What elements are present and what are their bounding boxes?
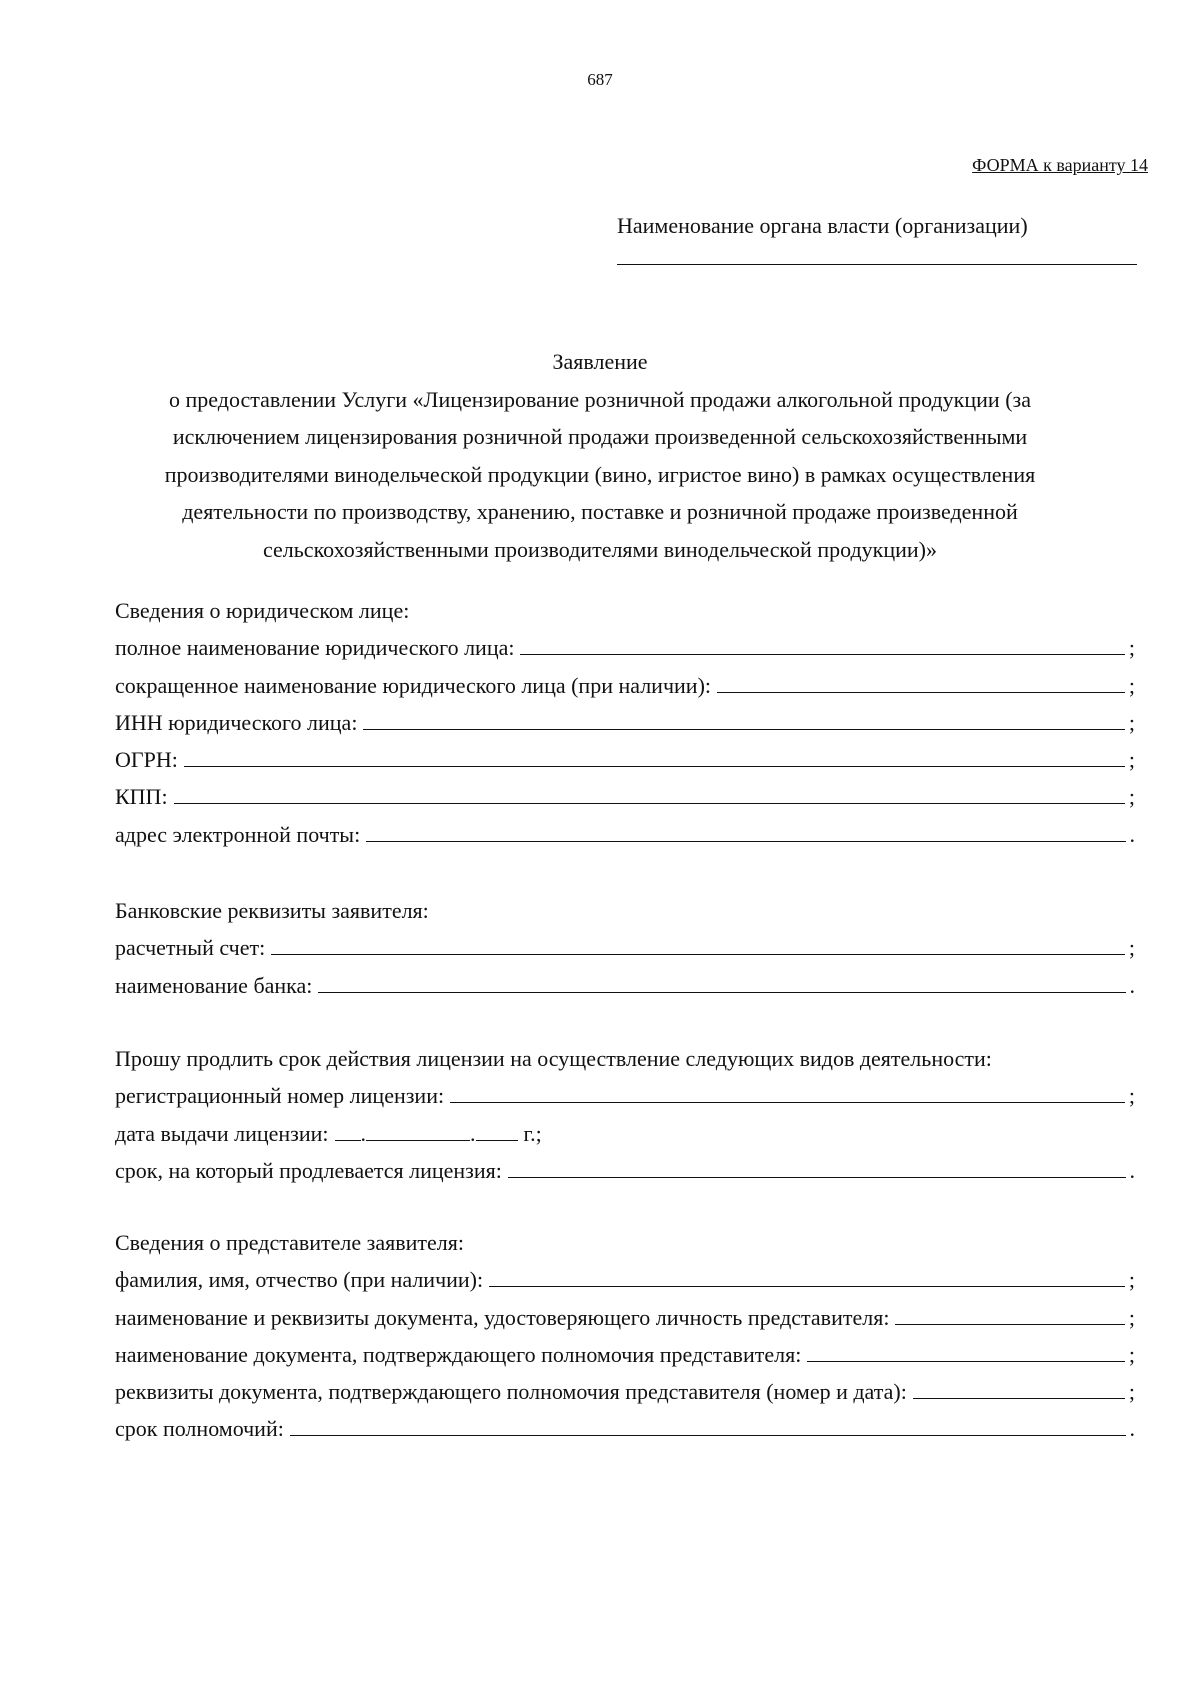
rep-authority-document-field[interactable]	[807, 1343, 1125, 1362]
form-field-row	[115, 1342, 1135, 1379]
email-field[interactable]	[366, 823, 1125, 842]
issue-day-field[interactable]	[335, 1122, 361, 1141]
field-label: срок полномочий:	[115, 1416, 284, 1442]
form-field-row	[115, 1158, 1135, 1195]
field-label: фамилия, имя, отчество (при наличии):	[115, 1267, 484, 1293]
field-label: наименование документа, подтверждающего полномочия представителя:	[115, 1341, 802, 1367]
year-suffix: г.;	[523, 1120, 542, 1146]
title-line: производителями винодельческой продукции (вино, игристое вино) в рамках осуществления	[164, 461, 1036, 487]
form-field-row	[115, 784, 1135, 821]
form-reference: ФОРМА к варианту 14	[972, 155, 1148, 175]
rep-name-field[interactable]	[489, 1268, 1125, 1287]
form-field-row	[115, 673, 1135, 710]
extension-term-field[interactable]	[508, 1159, 1126, 1178]
form-field-row	[115, 710, 1135, 747]
full-name-field[interactable]	[520, 636, 1124, 655]
bank-section	[115, 898, 1135, 1010]
field-end: ;	[1128, 635, 1135, 661]
authority-input-line[interactable]	[617, 264, 1137, 265]
title-heading: Заявление	[552, 349, 648, 374]
title-line: деятельности по производству, хранению, поставке и розничной продаже произведенной	[182, 499, 1018, 524]
section-heading: Прошу продлить срок действия лицензии на осуществление следующих видов деятельности:	[115, 1046, 992, 1071]
field-label: полное наименование юридического лица:	[115, 635, 515, 661]
field-end: ;	[1128, 747, 1135, 773]
authority-label: Наименование органа власти (организации)	[617, 213, 1028, 238]
legal-entity-section	[115, 598, 1135, 859]
license-section	[115, 1046, 1135, 1195]
date-separator: .	[360, 1120, 367, 1146]
field-end: ;	[1128, 709, 1135, 735]
page-number: 687	[587, 70, 613, 89]
field-label: наименование банка:	[115, 972, 313, 998]
form-field-row	[115, 747, 1135, 784]
rep-authority-details-field[interactable]	[913, 1380, 1125, 1399]
title-line: исключением лицензирования розничной продажи произведенной сельскохозяйственными	[172, 424, 1028, 449]
field-end: ;	[1128, 1267, 1135, 1293]
field-end: ;	[1128, 784, 1135, 810]
form-field-row	[115, 1379, 1135, 1416]
form-field-row	[115, 935, 1135, 972]
field-end: ;	[1128, 672, 1135, 698]
short-name-field[interactable]	[717, 674, 1125, 693]
rep-term-field[interactable]	[290, 1417, 1126, 1436]
field-label: адрес электронной почты:	[115, 821, 361, 847]
field-end: ;	[1128, 1341, 1135, 1367]
form-field-row	[115, 1416, 1135, 1453]
field-label: наименование и реквизиты документа, удостоверяющего личность представителя:	[115, 1304, 890, 1330]
rep-id-document-field[interactable]	[895, 1306, 1124, 1325]
form-field-row	[115, 1083, 1135, 1120]
field-end: .	[1129, 972, 1135, 998]
field-label: ИНН юридического лица:	[115, 709, 358, 735]
field-label: сокращенное наименование юридического лица (при наличии):	[115, 672, 712, 698]
field-end: ;	[1128, 1379, 1135, 1405]
form-field-row	[115, 1267, 1135, 1304]
title-line: сельскохозяйственными производителями винодельческой продукции)»	[263, 536, 937, 562]
field-label: реквизиты документа, подтверждающего полномочия представителя (номер и дата):	[115, 1379, 907, 1405]
form-field-row	[115, 973, 1135, 1010]
license-number-field[interactable]	[450, 1084, 1125, 1103]
kpp-field[interactable]	[174, 785, 1125, 804]
field-end: ;	[1128, 1304, 1135, 1330]
form-field-row	[115, 1305, 1135, 1342]
issue-date-row	[115, 1121, 1135, 1158]
field-end: .	[1129, 1157, 1135, 1183]
date-separator: .	[470, 1120, 476, 1146]
title-line: о предоставлении Услуги «Лицензирование розничной продажи алкогольной продукции (за	[169, 386, 1031, 412]
field-end: .	[1129, 821, 1135, 847]
field-label: КПП:	[115, 784, 168, 810]
field-label: срок, на который продлевается лицензия:	[115, 1157, 502, 1183]
inn-field[interactable]	[363, 711, 1124, 730]
representative-section	[115, 1230, 1135, 1454]
account-field[interactable]	[271, 936, 1125, 955]
application-title	[60, 343, 1140, 568]
field-label: расчетный счет:	[115, 935, 266, 961]
section-heading: Банковские реквизиты заявителя:	[115, 898, 429, 923]
section-heading: Сведения о юридическом лице:	[115, 598, 410, 623]
section-heading: Сведения о представителе заявителя:	[115, 1230, 464, 1255]
field-label: дата выдачи лицензии:	[115, 1120, 329, 1146]
field-end: ;	[1128, 935, 1135, 961]
ogrn-field[interactable]	[184, 748, 1125, 767]
issue-year-field[interactable]	[476, 1122, 518, 1141]
field-label: ОГРН:	[115, 747, 178, 773]
field-end: ;	[1128, 1083, 1135, 1109]
field-end: .	[1129, 1416, 1135, 1442]
field-label: регистрационный номер лицензии:	[115, 1083, 445, 1109]
form-field-row	[115, 635, 1135, 672]
issue-month-field[interactable]	[366, 1122, 470, 1141]
form-field-row	[115, 822, 1135, 859]
bank-name-field[interactable]	[318, 974, 1125, 993]
